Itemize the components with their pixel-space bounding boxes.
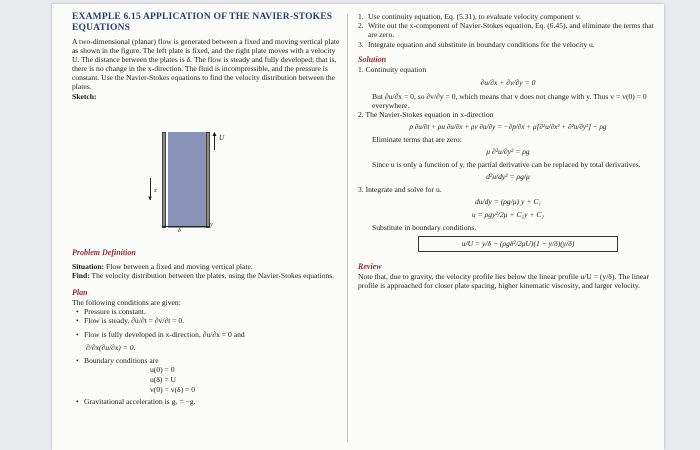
find-label: Find: bbox=[72, 271, 90, 280]
plan-bullet-steady: • Flow is steady, ∂u/∂t = ∂v/∂t = 0. bbox=[76, 316, 342, 325]
find-line bbox=[72, 271, 342, 280]
x-axis-head-icon: ▼ bbox=[147, 196, 153, 202]
x-axis-label: x bbox=[154, 188, 157, 194]
find-text: The velocity distribution between the plates, using the Navier-Stokes equations. bbox=[91, 271, 335, 280]
sketch-label: Sketch: bbox=[72, 92, 97, 101]
column-divider bbox=[347, 14, 348, 442]
velocity-label: U bbox=[219, 134, 225, 142]
example-intro: A two-dimensional (planar) flow is generated between a fixed and moving vertical plate as shown in the figure. The left plate is fixed, and the right plate moves with a velocity U. The distance between the plates is δ. The flow is steady and fully developed; that is, there is no change in the x-direction. The fluid is incompressible, and the pressure is constant. Use the Navier-Stokes equations to find the velocity distribution between the plates. bbox=[72, 37, 340, 91]
plan-bullet-pressure: • Pressure is constant. bbox=[76, 307, 342, 316]
situation-text: Flow between a fixed and moving vertical plate. bbox=[105, 262, 253, 271]
moving-plate bbox=[206, 132, 210, 228]
situation-line bbox=[72, 262, 342, 271]
situation-label: Situation: bbox=[72, 262, 105, 271]
solution-step-3: 3. Integrate and solve for u. bbox=[358, 184, 442, 194]
fluid-region bbox=[168, 132, 206, 228]
step-3: 3. Integrate equation and substitute in boundary conditions for the velocity u. bbox=[358, 39, 595, 49]
velocity-arrow-head-icon: ▲ bbox=[211, 130, 218, 138]
plan-bullet-gravity: • Gravitational acceleration is gₓ = −g. bbox=[76, 397, 342, 406]
eq-reduced: μ ∂²u/∂y² = ρg bbox=[486, 146, 530, 156]
plan-intro: The following conditions are given: bbox=[72, 298, 181, 307]
eq-total-derivative: d²u/dy² = ρg/μ bbox=[486, 171, 530, 181]
solution-text-4: Substitute in boundary conditions. bbox=[372, 222, 477, 232]
fixed-plate bbox=[162, 132, 166, 228]
plan-bullet-bc: • Boundary conditions are bbox=[76, 356, 342, 365]
eq-integrate-2: u = ρgy²/2μ + C₁y + C₂ bbox=[471, 209, 545, 219]
solution-heading: Solution bbox=[358, 54, 387, 64]
eq-navier-stokes: ρ ∂u/∂t + ρu ∂u/∂x + ρv ∂u/∂y = −∂p/∂x + μ[∂²u/∂x² + ∂²u/∂y²] − ρg bbox=[409, 122, 607, 131]
textbook-page bbox=[52, 4, 664, 450]
problem-definition-heading: Problem Definition bbox=[72, 248, 136, 257]
eq-integrate-1: du/dy = (ρg/μ) y + C₁ bbox=[474, 196, 542, 206]
step-1-text: Use continuity equation, Eq. (5.31), to evaluate velocity component v. bbox=[368, 12, 581, 21]
right-column bbox=[358, 12, 658, 290]
solution-step-2: 2. The Navier-Stokes equation in x-direction bbox=[358, 109, 494, 119]
step-2: 2. Write out the x-component of Navier-Stokes equation, Eq. (6.45), and eliminate the terms that are zero. bbox=[358, 21, 654, 40]
step-1: 1. Use continuity equation, Eq. (5.31), to evaluate velocity component v. bbox=[358, 12, 581, 21]
plan-bullet-developed: • Flow is fully developed in x-direction, ∂u/∂x = 0 and bbox=[76, 330, 342, 339]
bc-v: v(0) = v(δ) = 0 bbox=[150, 385, 196, 395]
solution-step-1: 1. Continuity equation bbox=[358, 64, 427, 74]
eq-continuity: ∂u/∂x + ∂v/∂y = 0 bbox=[480, 77, 536, 87]
step-2-text: Write out the x-component of Navier-Stokes equation, Eq. (6.45), and eliminate the terms that are zero. bbox=[368, 21, 654, 40]
bc-u0: u(0) = 0 bbox=[150, 365, 175, 375]
left-column bbox=[72, 12, 342, 101]
bc-udelta: u(δ) = U bbox=[150, 375, 176, 385]
step-3-text: Integrate equation and substitute in boundary conditions for the velocity u. bbox=[368, 39, 595, 49]
velocity-arrow bbox=[214, 136, 215, 150]
plan-bullet-developed-cont: ∂/∂x(∂u/∂x) = 0. bbox=[86, 342, 136, 352]
example-title: EXAMPLE 6.15 APPLICATION OF THE NAVIER-STOKES EQUATIONS bbox=[72, 12, 333, 33]
plan-heading: Plan bbox=[72, 288, 88, 297]
y-axis-line bbox=[162, 226, 210, 227]
solution-text-3: Since u is only a function of y, the partial derivative can be replaced by total derivatives. bbox=[372, 159, 641, 169]
delta-label: δ bbox=[178, 228, 181, 234]
solution-text-2: Eliminate terms that are zero: bbox=[372, 134, 462, 144]
flow-sketch bbox=[148, 130, 258, 238]
y-axis-label: y bbox=[210, 222, 213, 228]
solution-text-1: But ∂u/∂x = 0, so ∂v/∂y = 0, which means that v does not change with y. Thus v = v(0) = 0 everywhere. bbox=[372, 91, 647, 110]
eq-final-boxed: u/U = y/δ − (ρgδ²/2μU)(1 − y/δ)(y/δ) bbox=[418, 236, 618, 252]
review-heading: Review bbox=[358, 261, 382, 271]
problem-definition-section bbox=[72, 248, 342, 406]
review-text: Note that, due to gravity, the velocity profile lies below the linear profile u/U = (y/δ). The linear profile is approached for closer plate spacing, higher kinematic viscosity, and larger velocity. bbox=[358, 271, 650, 290]
